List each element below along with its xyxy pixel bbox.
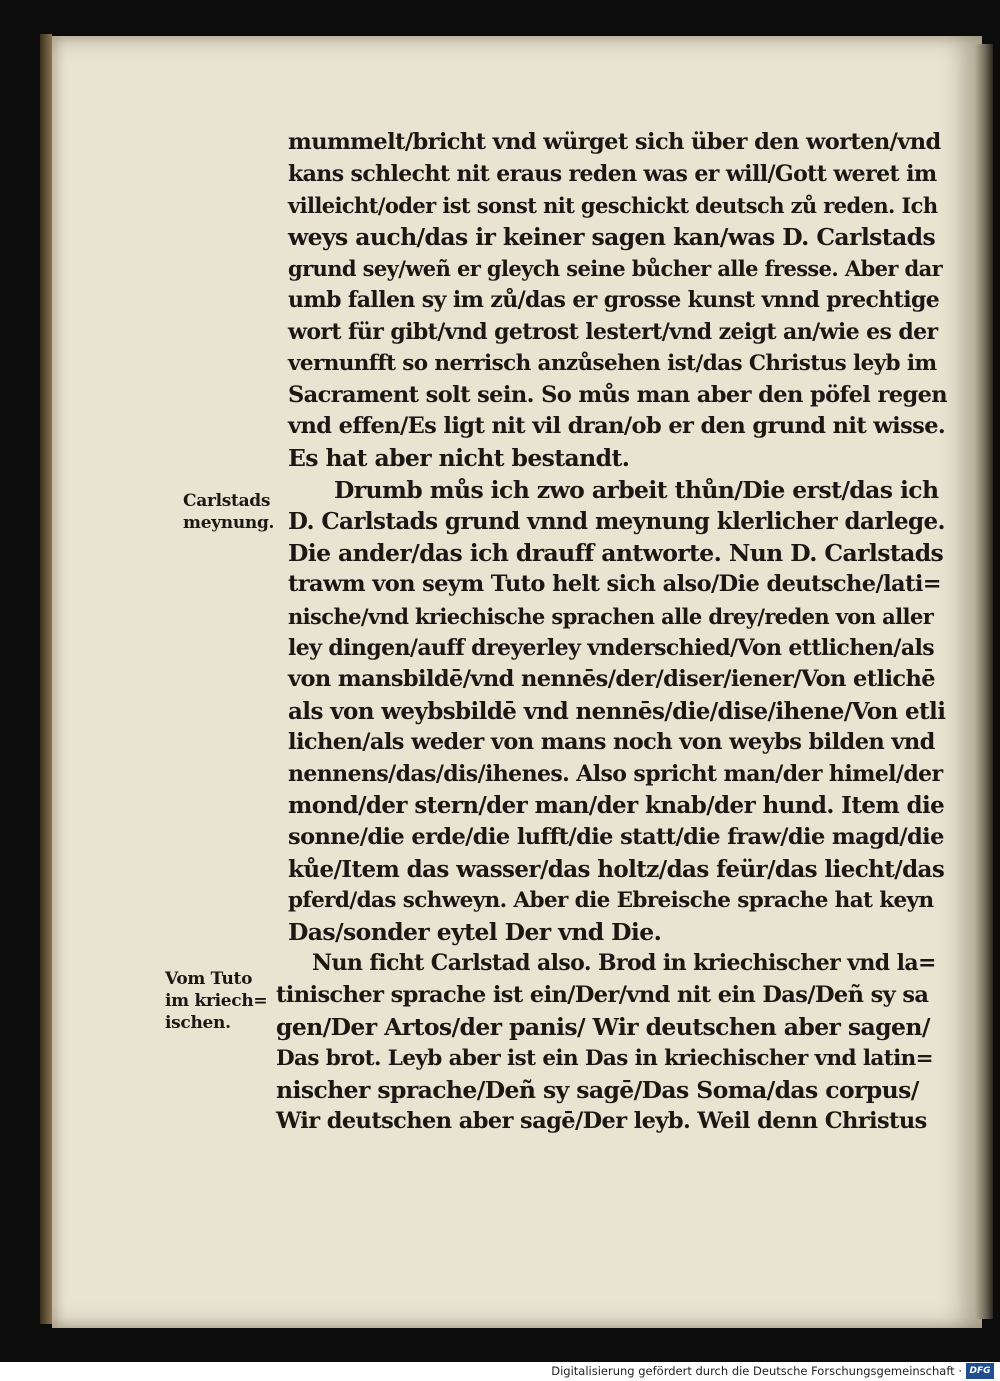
footer-credit: Digitalisierung gefördert durch die Deutsche Forschungsgemeinschaft · [551,1364,962,1378]
text-line: grund sey/weñ er gleych seine bůcher alle fresse. Aber dar [288,256,943,282]
text-line: ley dingen/auff dreyerley vnderschied/Von ettlichen/als [288,634,935,661]
marginal-line: im kriech= [165,991,268,1011]
text-line: wort für gibt/vnd getrost lestert/vnd zeigt an/wie es der [288,318,938,345]
text-line: Wir deutschen aber sagē/Der leyb. Weil denn Christus [276,1108,927,1135]
book-spine-edge [40,34,52,1324]
marginal-line: Vom Tuto [165,969,253,989]
text-line: Sacrament solt sein. So můs man aber den pöfel regen [288,381,948,408]
text-line: Das/sonder eytel Der vnd Die. [288,917,662,946]
text-line: vernunfft so nerrisch anzůsehen ist/das Christus leyb im [288,351,937,377]
text-line: Die ander/das ich drauff antworte. Nun D. Carlstads [288,538,944,567]
page-fore-edge [975,44,993,1319]
text-line: nische/vnd kriechische sprachen alle drey/reden von aller [288,603,934,629]
marginal-line: Carlstads [183,491,271,511]
marginal-note-carlstads [183,490,291,534]
marginal-line: meynung. [183,513,275,533]
text-line: vnd effen/Es ligt nit vil dran/ob er den grund nit wisse. [288,413,946,440]
text-line: kans schlecht nit eraus reden was er will/Gott weret im [288,160,937,187]
text-line: tinischer sprache ist ein/Der/vnd nit ein Das/Deñ sy sa [276,982,929,1009]
dfg-logo: DFG [966,1363,994,1379]
text-line: Drumb můs ich zwo arbeit thůn/Die erst/das ich [334,475,939,504]
text-line: weys auch/das ir keiner sagen kan/was D. Carlstads [288,222,936,251]
text-line: sonne/die erde/die lufft/die statt/die fraw/die magd/die [288,824,944,851]
text-line: nischer sprache/Deñ sy sagē/Das Soma/das corpus/ [276,1075,919,1104]
text-line: pferd/das schweyn. Aber die Ebreische sprache hat keyn [288,888,934,914]
text-line: von mansbildē/vnd nennēs/der/diser/iener/Von etlichē [288,666,935,693]
text-line: als von weybsbildē vnd nennēs/die/dise/ihene/Von etli [288,697,946,725]
text-line: D. Carlstads grund vnnd meynung klerlicher darlege. [288,508,945,536]
text-line: kůe/Item das wasser/das holtz/das feür/das liecht/das [288,855,945,883]
marginal-line: ischen. [165,1013,231,1033]
text-line: lichen/als weder von mans noch von weybs bilden vnd [288,729,935,756]
text-line: Das brot. Leyb aber ist ein Das in kriechischer vnd latin= [276,1046,934,1072]
main-text-block [276,127,948,1138]
text-line: nennens/das/dis/ihenes. Also spricht man/der himel/der [288,760,943,787]
text-line: Nun ficht Carlstad also. Brod in kriechischer vnd la= [312,950,936,977]
text-line: umb fallen sy im zů/das er grosse kunst vnnd prechtige [288,286,940,313]
text-line: gen/Der Artos/der panis/ Wir deutschen aber sagen/ [276,1012,930,1041]
marginal-note-tuto [165,968,273,1034]
text-line: villeicht/oder ist sonst nit geschickt deutsch zů reden. Ich [288,193,938,219]
text-line: Es hat aber nicht bestandt. [288,443,630,472]
text-line: mummelt/bricht vnd würget sich über den worten/vnd [288,129,941,155]
text-line: trawm von seym Tuto helt sich also/Die deutsche/lati= [288,571,942,598]
text-line: mond/der stern/der man/der knab/der hund. Item die [288,792,945,820]
